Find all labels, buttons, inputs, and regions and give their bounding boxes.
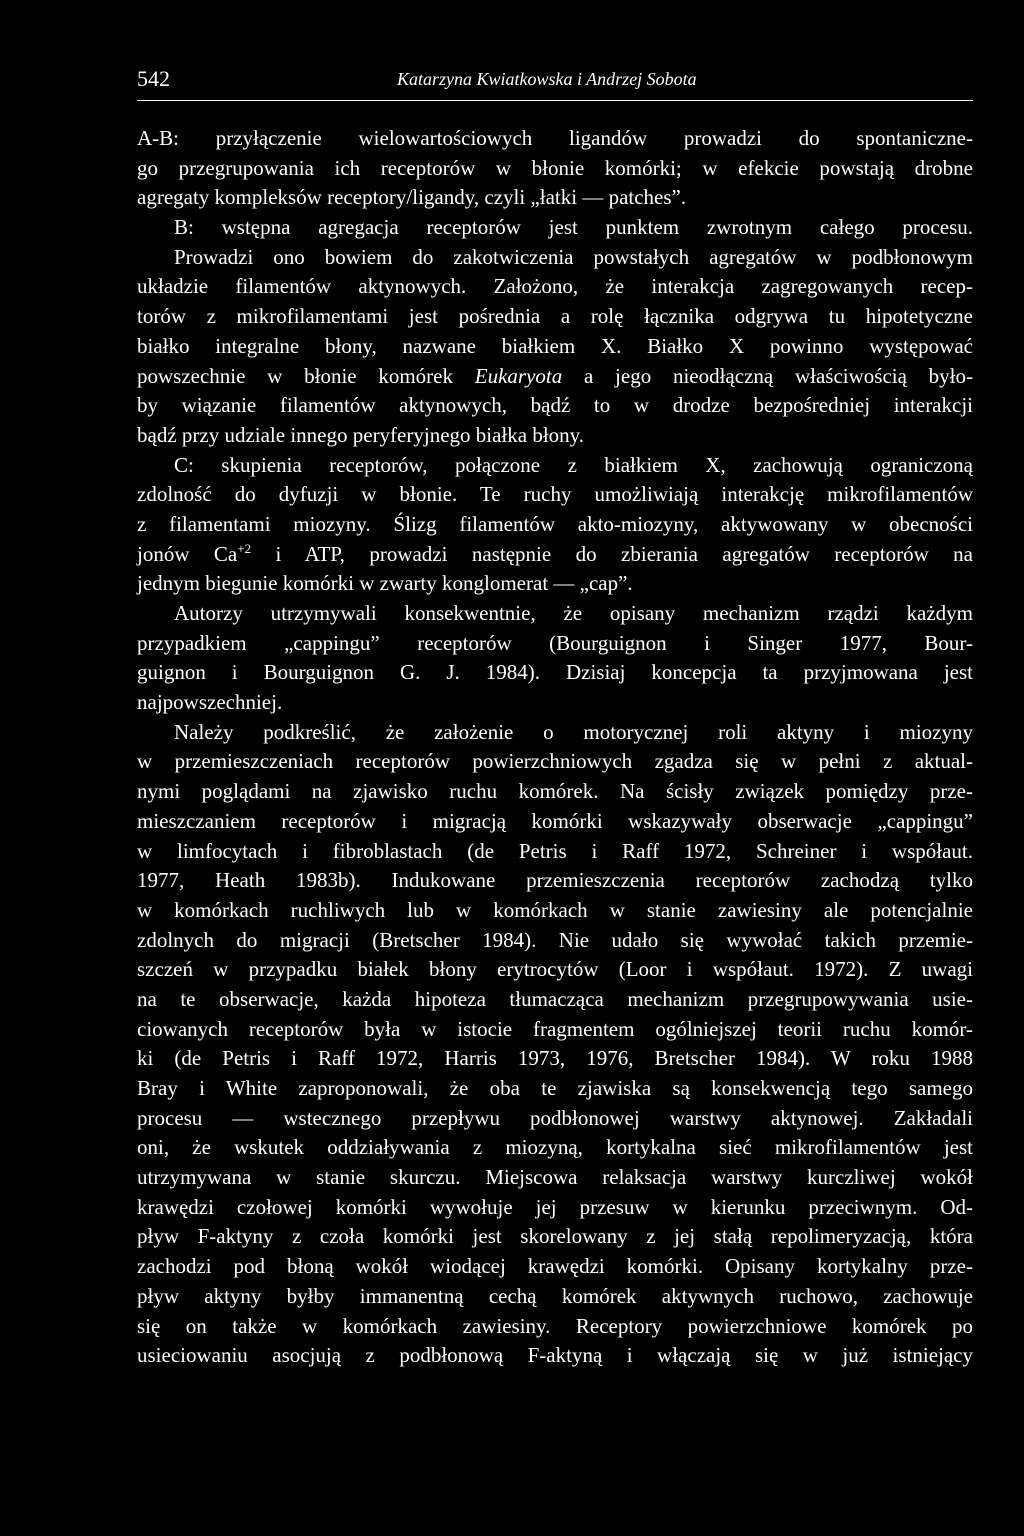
text-line: oni, że wskutek oddziaływania z miozyną, kortykalna sieć mikrofilamentów jest <box>137 1135 973 1160</box>
text-line: bądź przy udziale innego peryferyjnego białka błony. <box>137 422 585 447</box>
text-line: Należy podkreślić, że założenie o motorycznej roli aktyny i miozyny <box>174 719 973 744</box>
text-line: jednym biegunie komórki w zwarty konglomerat — „cap”. <box>137 571 633 596</box>
text-line: jonów $Ca^{+2}$ i ATP, prowadzi następnie do zbierania agregatów receptorów na <box>137 540 974 566</box>
text-line: szczeń w przypadku białek błony erytrocytów (Loor i współaut. 1972). Z uwagi <box>137 957 973 982</box>
text-line: torów z mikrofilamentami jest pośrednia a rolę łącznika odgrywa tu hipotetyczne <box>137 304 973 329</box>
text-line: nymi poglądami na zjawisko ruchu komórek. Na ścisły związek pomiędzy prze- <box>137 779 973 804</box>
text-line: układzie filamentów aktynowych. Założono, że interakcja zagregowanych recep- <box>137 274 973 299</box>
text-line: najpowszechniej. <box>137 690 283 715</box>
text-line: guignon i Bourguignon G. J. 1984). Dzisiaj koncepcja ta przyjmowana jest <box>137 660 973 685</box>
text-line: zdolność do dyfuzji w błonie. Te ruchy umożliwiają interakcję mikrofilamentów <box>137 482 973 507</box>
text-line: powszechnie w błonie komórek Eukaryota a jego nieodłączną właściwością było- <box>137 363 973 388</box>
text-line: mieszczaniem receptorów i migracją komórki wskazywały obserwacje „cappingu” <box>137 808 973 833</box>
text-line: na te obserwacje, każda hipoteza tłumacząca mechanizm przegrupowywania usie- <box>137 986 973 1011</box>
running-header <box>137 60 973 101</box>
text-line: go przegrupowania ich receptorów w błonie komórki; w efekcie powstają drobne <box>137 155 973 180</box>
text-line: C: skupienia receptorów, połączone z białkiem X, zachowują ograniczoną <box>174 452 973 477</box>
text-line: 1977, Heath 1983b). Indukowane przemieszczenia receptorów zachodzą tylko <box>137 868 973 893</box>
text-line: agregaty kompleksów receptory/ligandy, czyli „łatki — patches”. <box>137 185 687 210</box>
page-number: 542 <box>137 66 170 91</box>
text-line: by wiązanie filamentów aktynowych, bądź to w drodze bezpośredniej interakcji <box>137 393 973 418</box>
text-line: Bray i White zaproponowali, że oba te zjawiska są konsekwencją tego samego <box>137 1076 973 1100</box>
text-line: Autorzy utrzymywali konsekwentnie, że opisany mechanizm rządzi każdym <box>174 601 973 625</box>
text-line: z filamentami miozyny. Ślizg filamentów akto-miozyny, aktywowany w obecności <box>137 511 973 536</box>
text-line: ki (de Petris i Raff 1972, Harris 1973, 1976, Bretscher 1984). W roku 1988 <box>137 1046 973 1071</box>
text-line: utrzymywana w stanie skurczu. Miejscowa relaksacja warstwy kurczliwej wokół <box>137 1165 973 1190</box>
text-line: usieciowaniu asocjują z podbłonową F-aktyną i włączają się w już istniejący <box>137 1343 973 1368</box>
text-line: białko integralne błony, nazwane białkiem X. Białko X powinno występować <box>137 333 973 358</box>
text-line: Prowadzi ono bowiem do zakotwiczenia powstałych agregatów w podbłonowym <box>174 244 973 269</box>
text-line: ciowanych receptorów była w istocie fragmentem ogólniejszej teorii ruchu komór- <box>137 1016 973 1041</box>
text-line: krawędzi czołowej komórki wywołuje jej przesuw w kierunku przeciwnym. Od- <box>137 1194 973 1219</box>
text-line: zdolnych do migracji (Bretscher 1984). Nie udało się wywołać takich przemie- <box>137 927 973 952</box>
body-text <box>137 124 973 1371</box>
text-line: w przemieszczeniach receptorów powierzchniowych zgadza się w pełni z aktual- <box>137 749 973 774</box>
text-line: w komórkach ruchliwych lub w komórkach w stanie zawiesiny ale potencjalnie <box>137 897 973 922</box>
text-line: zachodzi pod błoną wokół wiodącej krawędzi komórki. Opisany kortykalny prze- <box>137 1254 973 1279</box>
text-line: B: wstępna agregacja receptorów jest punktem zwrotnym całego procesu. <box>174 215 973 240</box>
text-line: A-B: przyłączenie wielowartościowych ligandów prowadzi do spontaniczne- <box>137 126 973 150</box>
text-line: w limfocytach i fibroblastach (de Petris i Raff 1972, Schreiner i współaut. <box>137 838 973 863</box>
text-line: pływ F-aktyny z czoła komórki jest skorelowany z jej stałą repolimeryzacją, która <box>137 1224 973 1249</box>
text-line: się on także w komórkach zawiesiny. Receptory powierzchniowe komórek po <box>137 1313 973 1338</box>
text-line: pływ aktyny byłby immanentną cechą komórek aktywnych ruchowo, zachowuje <box>137 1283 973 1308</box>
text-line: przypadkiem „cappingu” receptorów (Bourguignon i Singer 1977, Bour- <box>137 630 973 655</box>
running-head-authors: Katarzyna Kwiatkowska i Andrzej Sobota <box>397 69 697 89</box>
text-line: procesu — wstecznego przepływu podbłonowej warstwy aktynowej. Zakładali <box>137 1105 973 1130</box>
